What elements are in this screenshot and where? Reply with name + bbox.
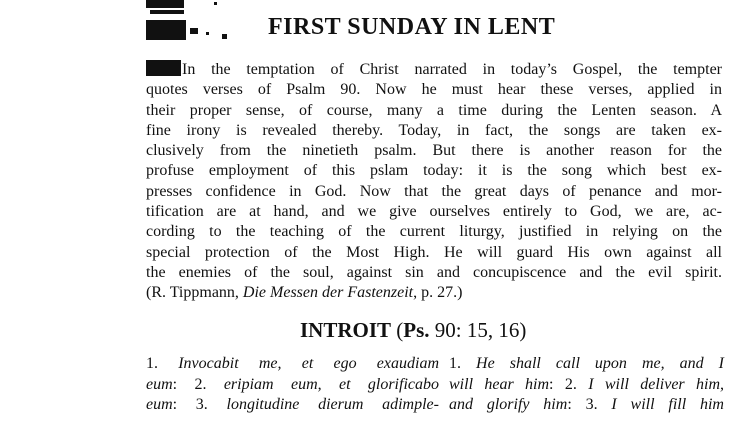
latin-line: eum: 3. longitudine dierum adimple- [146,396,439,413]
page-title: FIRST SUNDAY IN LENT [268,14,556,40]
initial-block-mark [146,60,181,76]
paragraph-line: cording to the teaching of the current liturgy, justified in relying on the [146,223,722,241]
paragraph-line: tification are at hand, and we give ourselves entirely to God, we are, ac- [146,203,722,221]
paragraph-line: profuse employment of this pslam today: it is the song which best ex- [146,162,722,180]
latin-column [146,354,439,416]
introit-label: INTROIT [300,318,392,342]
paragraph-line: their proper sense, of course, many a time during the Lenten season. A [146,101,722,119]
introit-reference: (Ps. 90: 15, 16) [396,318,527,342]
paragraph-line: the enemies of the soul, against sin and concupiscence and the evil spirit. [146,263,722,281]
intro-paragraph [146,60,722,304]
english-line: 1. He shall call upon me, and I [449,355,725,372]
paragraph-line: clusively from the ninetieth psalm. But there is another reason for the [146,142,722,160]
latin-line: 1. Invocabit me, et ego exaudiam [146,355,439,372]
paragraph-line: fine irony is revealed thereby. Today, in fact, the songs are taken ex- [146,121,722,139]
english-column [449,354,724,416]
paragraph-line: quotes verses of Psalm 90. Now he must hear these verses, applied in [146,81,722,99]
latin-line: eum: 2. eripiam eum, et glorificabo [146,375,439,393]
paragraph-line: In the temptation of Christ narrated in today’s Gospel, the tempter [146,60,722,80]
citation: (R. Tippmann, Die Messen der Fastenzeit, p. 27.) [146,284,463,302]
english-line: and glorify him: 3. I will fill him [449,396,724,413]
english-line: will hear him: 2. I will deliver him, [449,375,725,393]
citation-title: Die Messen der Fastenzeit [242,284,414,302]
paragraph-line: presses confidence in God. Now that the great days of penance and mor- [146,182,722,200]
introit-heading [300,318,526,343]
paragraph-line: special protection of the Most High. He will guard His own against all [146,243,722,261]
